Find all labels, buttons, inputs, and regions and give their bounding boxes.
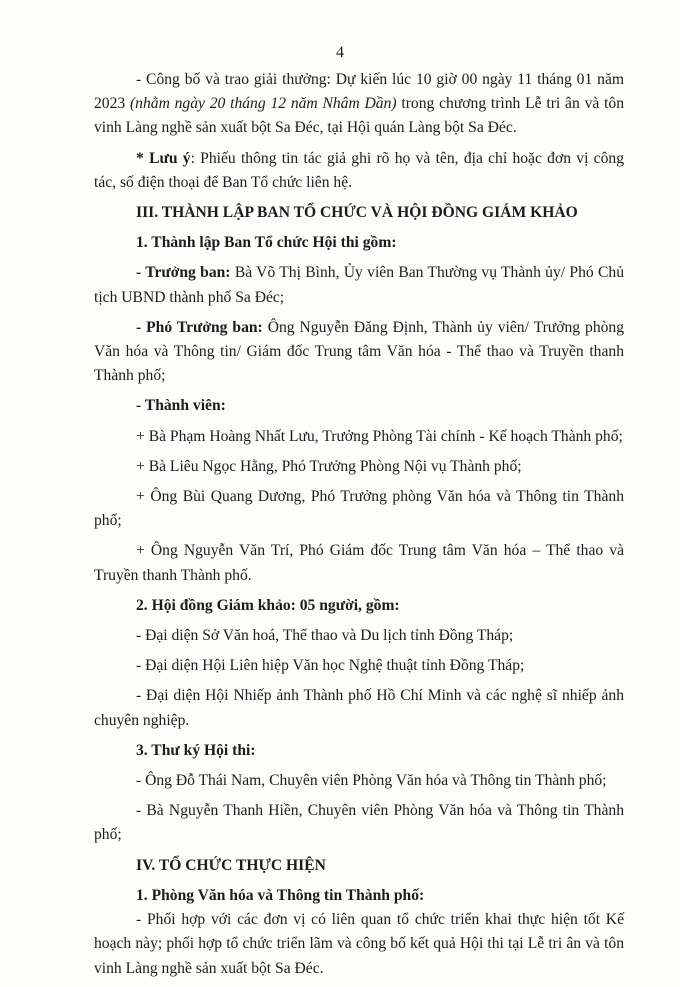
page-number: 4 (336, 44, 344, 61)
document-body (94, 68, 624, 987)
secretary-item: - Ông Đỗ Thái Nam, Chuyên viên Phòng Văn hóa và Thông tin Thành phố; (136, 772, 607, 790)
section-3-3-heading: 3. Thư ký Hội thi: (136, 741, 256, 759)
jury-item: - Đại diện Sở Văn hoá, Thể thao và Du lịch tỉnh Đồng Tháp; (136, 627, 514, 645)
jury-item: - Đại diện Hội Nhiếp ảnh Thành phố Hồ Chí Minh và các nghệ sĩ nhiếp ảnh chuyên nghiệp. (94, 687, 624, 729)
note-paragraph (94, 147, 624, 195)
member-item: + Ông Bùi Quang Dương, Phó Trưởng phòng Văn hóa và Thông tin Thành phố; (94, 488, 624, 530)
section-3-heading: III. THÀNH LẬP BAN TỔ CHỨC VÀ HỘI ĐỒNG GIÁM KHẢO (136, 204, 578, 222)
deputy-paragraph (94, 316, 624, 389)
section-3-2-heading: 2. Hội đồng Giám khảo: 05 người, gồm: (136, 596, 400, 614)
section-4-1-text: - Phối hợp với các đơn vị có liên quan tổ chức triển khai thực hiện tốt Kế hoạch này; phối hợp tổ chức triển lãm và công bố kết quả Hội thi tại Lễ tri ân và tôn vinh Làng nghề sản xuất bột Sa Đéc. (94, 911, 624, 977)
award-paragraph (94, 68, 624, 141)
members-label: - Thành viên: (136, 397, 226, 415)
deputy-text: Ông Nguyễn Đăng Định, Thành ủy viên/ Trưởng phòng Văn hóa và Thông tin/ Giám đốc Trung tâm Văn hóa - Thể thao và Truyền thanh Thành phố; (94, 318, 625, 385)
jury-item: - Đại diện Hội Liên hiệp Văn học Nghệ thuật tỉnh Đồng Tháp; (136, 657, 525, 675)
head-paragraph (94, 261, 624, 309)
section-3-1-heading: 1. Thành lập Ban Tổ chức Hội thi gồm: (136, 234, 397, 252)
head-text: Bà Võ Thị Bình, Ủy viên Ban Thường vụ Thành ủy/ Phó Chủ tịch UBND thành phố Sa Đéc; (94, 264, 625, 306)
member-item: + Bà Liêu Ngọc Hằng, Phó Trưởng Phòng Nội vụ Thành phố; (136, 457, 522, 475)
member-item: + Ông Nguyễn Văn Trí, Phó Giám đốc Trung tâm Văn hóa – Thể thao và Truyền thanh Thành phố. (94, 542, 624, 584)
section-4-heading: IV. TỔ CHỨC THỰC HIỆN (136, 856, 326, 874)
note-label: * Lưu ý (136, 149, 191, 167)
note-text: : Phiếu thông tin tác giả ghi rõ họ và tên, địa chỉ hoặc đơn vị công tác, số điện thoại để Ban Tổ chức liên hệ. (94, 149, 624, 191)
section-4-1-heading: 1. Phòng Văn hóa và Thông tin Thành phố: (136, 886, 425, 904)
secretary-item: - Bà Nguyễn Thanh Hiền, Chuyên viên Phòng Văn hóa và Thông tin Thành phố; (94, 802, 624, 844)
member-item: + Bà Phạm Hoàng Nhất Lưu, Trưởng Phòng Tài chính - Kế hoạch Thành phố; (136, 427, 623, 445)
award-lunar-date: (nhằm ngày 20 tháng 12 năm Nhâm Dần) (129, 95, 397, 113)
award-text-1: - Công bố và trao giải thưởng: Dự kiến lúc 10 giờ 00 ngày 11 tháng 01 năm 2023 (94, 71, 624, 113)
deputy-label: - Phó Trưởng ban: (136, 318, 263, 336)
head-label: - Trưởng ban: (136, 264, 231, 282)
award-text-2: trong chương trình Lễ tri ân và tôn vinh Làng nghề sản xuất bột Sa Đéc, tại Hội quán Làng bột Sa Đéc. (94, 95, 625, 137)
